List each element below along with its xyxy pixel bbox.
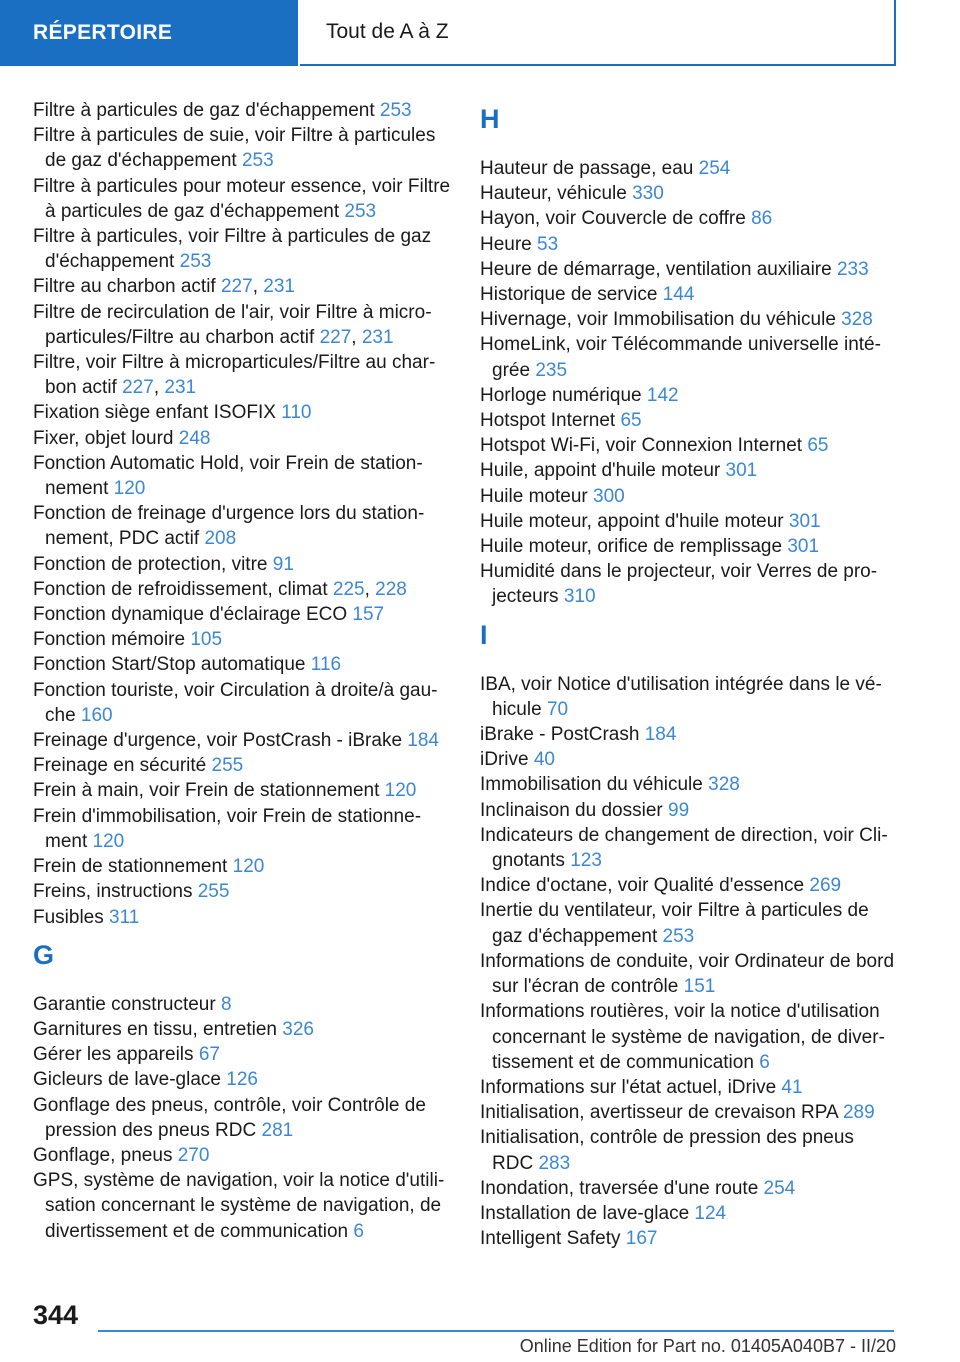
page-reference-link[interactable]: 53 <box>537 233 559 255</box>
index-entry-term: Huile moteur <box>480 485 588 507</box>
page-reference-link[interactable]: 99 <box>668 799 690 821</box>
page-reference-link[interactable]: 123 <box>570 850 602 872</box>
index-entry-term: Frein à main, voir Frein de stationnement <box>33 780 380 802</box>
page-header <box>0 0 960 66</box>
index-entry-term: Inclinaison du dossier <box>480 799 663 821</box>
index-entry <box>480 772 900 797</box>
page-reference-link[interactable]: 270 <box>177 1144 210 1166</box>
index-entry <box>480 722 900 747</box>
page-reference-link[interactable]: 326 <box>282 1018 314 1040</box>
index-entry-term: Fonction touriste, voir Circulation à droite/à gauche <box>33 679 438 726</box>
page-reference-link[interactable]: 157 <box>352 604 385 626</box>
index-entry <box>480 1075 900 1100</box>
page-reference-link[interactable]: 254 <box>698 158 731 179</box>
page-reference-link[interactable]: 91 <box>272 553 294 575</box>
index-entry <box>33 1143 453 1168</box>
index-entry <box>480 408 900 433</box>
index-entry <box>480 1100 900 1125</box>
index-entry <box>33 1017 453 1042</box>
page-reference-link[interactable]: 160 <box>80 704 113 726</box>
index-entry-term: Frein de stationnement <box>33 856 228 878</box>
index-entry-term: Heure <box>480 233 532 255</box>
page-reference-link[interactable]: 144 <box>662 284 695 306</box>
index-entry-term: Inertie du ventilateur, voir Filtre à particules de gaz d'échappement <box>480 900 869 947</box>
index-entry-term: Hotspot Internet <box>480 410 616 432</box>
index-entry-term: Garnitures en tissu, entretien <box>33 1018 277 1040</box>
index-entry <box>480 949 900 999</box>
index-entry-term: Fonction Start/Stop automatique <box>33 654 306 676</box>
index-entry: Filtre de recirculation de l'air, voir Filtre à microparticules/Filtre au charbon actif 227, 231 <box>33 301 432 348</box>
page-reference-link[interactable]: 328 <box>708 774 740 796</box>
index-entry <box>33 992 453 1017</box>
index-entry <box>480 206 900 231</box>
index-entry-term: Filtre, voir Filtre à microparticules/Filtre au charbon actif <box>33 352 436 399</box>
index-entry-term: Filtre à particules pour moteur essence, voir Filtre à particules de gaz d'échappement <box>33 175 451 222</box>
page-reference-link[interactable]: 227 <box>220 276 253 298</box>
page-reference-link[interactable]: 126 <box>226 1069 258 1091</box>
index-entry-term: Freins, instructions <box>33 881 193 903</box>
footer-divider <box>98 1330 894 1332</box>
index-entry <box>480 181 900 206</box>
index-entry <box>480 534 900 559</box>
page-reference-link[interactable]: 283 <box>538 1152 571 1174</box>
index-entry-term: Frein d'immobilisation, voir Frein de stationnement <box>33 805 422 852</box>
page-reference-link[interactable]: 167 <box>625 1228 658 1250</box>
index-entry: Filtre au charbon actif 227, 231 <box>33 276 295 298</box>
index-column-left <box>33 98 453 1244</box>
page-reference-link[interactable]: 255 <box>197 881 230 903</box>
index-entry-term: Filtre au charbon actif <box>33 276 216 298</box>
chapter-title-label: Tout de A à Z <box>326 20 449 43</box>
page-reference-link[interactable]: 248 <box>178 427 211 449</box>
index-entry-term: Garantie constructeur <box>33 993 216 1015</box>
page-reference-link[interactable]: 228 <box>375 578 407 600</box>
index-entry <box>33 1067 453 1092</box>
page-reference-link[interactable]: 269 <box>809 875 842 897</box>
index-entry-term: Hotspot Wi-Fi, voir Connexion Internet <box>480 435 803 457</box>
index-entry <box>480 1226 900 1251</box>
index-entry <box>480 1201 900 1226</box>
index-entry-term: Huile moteur, orifice de remplissage <box>480 536 783 558</box>
page-reference-link[interactable]: 120 <box>384 780 417 802</box>
index-letter-heading: H <box>480 104 500 134</box>
index-entry <box>480 559 900 609</box>
index-entry <box>480 307 900 332</box>
index-entry-term: Filtre à particules, voir Filtre à particules de gaz d'échappement <box>33 226 432 273</box>
page-reference-link[interactable]: 253 <box>662 925 695 947</box>
index-entry <box>33 400 453 425</box>
index-entry-term: Heure de démarrage, ventilation auxiliaire <box>480 258 832 280</box>
page-reference-link[interactable]: 254 <box>763 1177 796 1199</box>
edition-note: Online Edition for Part no. 01405A040B7 - II/20 <box>519 1336 896 1356</box>
page-reference-link[interactable]: 255 <box>211 755 244 777</box>
page-reference-link[interactable]: 8 <box>220 993 232 1015</box>
page-reference-link[interactable]: 231 <box>164 377 197 399</box>
index-entry <box>480 873 900 898</box>
index-entry-term: Hayon, voir Couvercle de coffre <box>480 208 746 230</box>
index-entry-term: Freinage en sécurité <box>33 755 207 777</box>
index-entry-term: Gérer les appareils <box>33 1044 194 1066</box>
index-entry-term: Fonction dynamique d'éclairage ECO <box>33 604 348 626</box>
index-entry <box>480 257 900 282</box>
page-reference-link[interactable]: 184 <box>407 730 439 752</box>
index-entry-term: Huile, appoint d'huile moteur <box>480 460 721 482</box>
page-reference-link[interactable]: 233 <box>836 258 869 280</box>
page-reference-link[interactable]: 231 <box>361 326 394 348</box>
index-entry <box>480 332 900 382</box>
index-entry <box>480 458 900 483</box>
page-reference-link[interactable]: 67 <box>198 1044 220 1066</box>
index-entry <box>33 627 453 652</box>
page-reference-link[interactable]: 227 <box>319 326 352 348</box>
index-entry <box>33 1093 453 1143</box>
section-tab-label: RÉPERTOIRE <box>33 21 173 44</box>
page-reference-link[interactable]: 142 <box>646 384 679 406</box>
index-entry <box>480 823 900 873</box>
index-entry <box>480 747 900 772</box>
page-reference-link[interactable]: 116 <box>310 654 342 676</box>
index-entry <box>480 509 900 534</box>
index-entry <box>480 383 900 408</box>
index-entry <box>480 156 900 181</box>
page-reference-link[interactable]: 208 <box>204 528 237 550</box>
index-entry-term: Gonflage, pneus <box>33 1144 173 1166</box>
index-entry-term: Hauteur de passage, eau <box>480 158 694 179</box>
index-entry <box>480 999 900 1075</box>
page-reference-link[interactable]: 289 <box>842 1102 875 1124</box>
index-entry-term: Fusibles <box>33 906 104 928</box>
index-entry: Fonction de refroidissement, climat 225, 228 <box>33 578 407 600</box>
page-reference-link[interactable]: 227 <box>122 377 154 399</box>
index-entry-term: Informations sur l'état actuel, iDrive <box>480 1076 777 1098</box>
page-reference-link[interactable]: 120 <box>232 856 265 878</box>
index-entry <box>33 1168 453 1244</box>
index-entry-term: Gicleurs de lave-glace <box>33 1069 221 1091</box>
index-entry-term: Indice d'octane, voir Qualité d'essence <box>480 875 805 897</box>
page-reference-link[interactable]: 70 <box>546 698 569 720</box>
index-entry <box>480 282 900 307</box>
index-entry-term: Filtre à particules de gaz d'échappement <box>33 100 375 121</box>
page-reference-link[interactable]: 281 <box>261 1119 294 1141</box>
page-reference-link[interactable]: 328 <box>841 309 873 331</box>
index-entry-term: Fonction Automatic Hold, voir Frein de stationnement <box>33 452 423 500</box>
page-reference-link[interactable]: 235 <box>535 359 568 381</box>
index-letter-heading: I <box>480 619 488 650</box>
page-reference-link[interactable]: 124 <box>694 1202 727 1224</box>
page-reference-link[interactable]: 6 <box>353 1220 364 1242</box>
index-entry-term: Freinage d'urgence, voir PostCrash - iBrake <box>33 730 403 752</box>
index-entry-term: Filtre de recirculation de l'air, voir Filtre à microparticules/Filtre au charbon actif <box>33 301 432 348</box>
index-entry <box>480 484 900 509</box>
page-reference-link[interactable]: 86 <box>751 208 773 230</box>
page-reference-link[interactable]: 110 <box>281 402 312 424</box>
chapter-title <box>300 0 896 66</box>
index-entry <box>33 905 453 930</box>
index-entry-term: Installation de lave-glace <box>480 1202 690 1224</box>
index-entry-term: Indicateurs de changement de direction, voir Clignotants <box>480 824 888 872</box>
page-reference-link[interactable]: 310 <box>563 586 596 608</box>
page-reference-link[interactable]: 41 <box>781 1076 803 1098</box>
index-entry <box>33 98 453 123</box>
page-reference-link[interactable]: 65 <box>620 410 642 432</box>
index-entry-term: Huile moteur, appoint d'huile moteur <box>480 510 784 532</box>
page-reference-link[interactable]: 253 <box>344 200 377 222</box>
page-reference-link[interactable]: 253 <box>379 100 412 121</box>
index-entry-term: Horloge numérique <box>480 384 642 406</box>
index-entry-term: Hivernage, voir Immobilisation du véhicule <box>480 309 836 331</box>
page-reference-link[interactable]: 6 <box>759 1051 770 1073</box>
page-reference-link[interactable]: 105 <box>190 629 223 651</box>
index-entry-term: Initialisation, contrôle de pression des pneus RDC <box>480 1127 854 1174</box>
index-entry-term: iBrake - PostCrash <box>480 724 640 746</box>
page-reference-link[interactable]: 151 <box>683 976 716 998</box>
page-reference-link[interactable]: 65 <box>807 435 829 457</box>
index-entry <box>33 552 453 577</box>
index-entry-term: Historique de service <box>480 284 658 306</box>
index-entry-term: Fixation siège enfant ISOFIX <box>33 402 276 424</box>
index-entry <box>33 224 453 274</box>
index-entry <box>33 174 453 224</box>
section-tab[interactable] <box>0 0 298 66</box>
index-entry <box>33 804 453 854</box>
index-entry <box>33 678 453 728</box>
index-entry <box>480 898 900 948</box>
index-entry <box>33 1042 453 1067</box>
index-entry-term: Intelligent Safety <box>480 1228 621 1250</box>
index-entry <box>33 652 453 677</box>
index-entry <box>33 501 453 551</box>
index-column-right <box>480 98 900 1251</box>
index-entry <box>480 433 900 458</box>
page-reference-link[interactable]: 253 <box>179 251 212 273</box>
index-entry-term: Informations de conduite, voir Ordinateur de bord sur l'écran de contrôle <box>480 950 895 998</box>
index-entry-term: Filtre à particules de suie, voir Filtre à particules de gaz d'échappement <box>33 125 436 172</box>
page-reference-link[interactable]: 301 <box>788 510 821 532</box>
index-entry <box>33 728 453 753</box>
page-reference-link[interactable]: 120 <box>113 478 146 500</box>
index-entry <box>33 879 453 904</box>
index-entry <box>33 123 453 173</box>
index-entry <box>33 753 453 778</box>
page-reference-link[interactable]: 40 <box>533 749 555 771</box>
index-entry-term: Inondation, traversée d'une route <box>480 1177 759 1199</box>
page-reference-link[interactable]: 300 <box>593 485 625 507</box>
index-entry-term: Gonflage des pneus, contrôle, voir Contrôle de pression des pneus RDC <box>33 1094 426 1141</box>
page-reference-link[interactable]: 253 <box>241 150 274 172</box>
page-reference-link[interactable]: 184 <box>644 724 677 746</box>
index-entry: Filtre, voir Filtre à microparticules/Filtre au charbon actif 227, 231 <box>33 352 436 399</box>
index-entry <box>33 854 453 879</box>
page-reference-link[interactable]: 231 <box>263 276 295 298</box>
index-entry-term: HomeLink, voir Télécommande universelle intégrée <box>480 334 881 381</box>
index-entry-term: Fixer, objet lourd <box>33 427 174 449</box>
page-reference-link[interactable]: 301 <box>787 536 820 558</box>
index-entry-term: Informations routières, voir la notice d'utilisation concernant le système de navigation, de divertissement et de communication <box>480 1001 885 1073</box>
index-entry <box>480 1125 900 1175</box>
index-entry <box>480 672 900 722</box>
page-reference-link[interactable]: 120 <box>92 830 125 852</box>
page-reference-link[interactable]: 301 <box>725 460 758 482</box>
page-reference-link[interactable]: 330 <box>632 183 664 205</box>
index-entry <box>33 778 453 803</box>
index-entry-term: IBA, voir Notice d'utilisation intégrée dans le véhicule <box>480 673 882 720</box>
index-entry <box>480 798 900 823</box>
index-entry-term: Initialisation, avertisseur de crevaison RPA <box>480 1102 838 1124</box>
index-entry-term: Fonction de freinage d'urgence lors du stationnement, PDC actif <box>33 503 425 550</box>
index-letter-heading: G <box>33 939 55 970</box>
page-reference-link[interactable]: 225 <box>332 578 365 600</box>
index-entry-term: Immobilisation du véhicule <box>480 774 703 796</box>
index-entry <box>33 602 453 627</box>
page-number: 344 <box>33 1300 79 1330</box>
index-entry <box>480 232 900 257</box>
page-reference-link[interactable]: 311 <box>109 906 140 928</box>
index-entry-term: Humidité dans le projecteur, voir Verres de projecteurs <box>480 561 878 608</box>
index-entry <box>33 451 453 501</box>
index-entry <box>33 426 453 451</box>
index-entry-term: GPS, système de navigation, voir la notice d'utilisation concernant le système de navigation, de divertissement et de communication <box>33 1170 445 1242</box>
index-entry-term: Hauteur, véhicule <box>480 183 627 205</box>
index-entry-term: Fonction mémoire <box>33 629 186 651</box>
index-entry-term: iDrive <box>480 749 529 771</box>
index-entry <box>480 1176 900 1201</box>
index-entry-term: Fonction de refroidissement, climat <box>33 578 328 600</box>
index-entry-term: Fonction de protection, vitre <box>33 553 268 575</box>
